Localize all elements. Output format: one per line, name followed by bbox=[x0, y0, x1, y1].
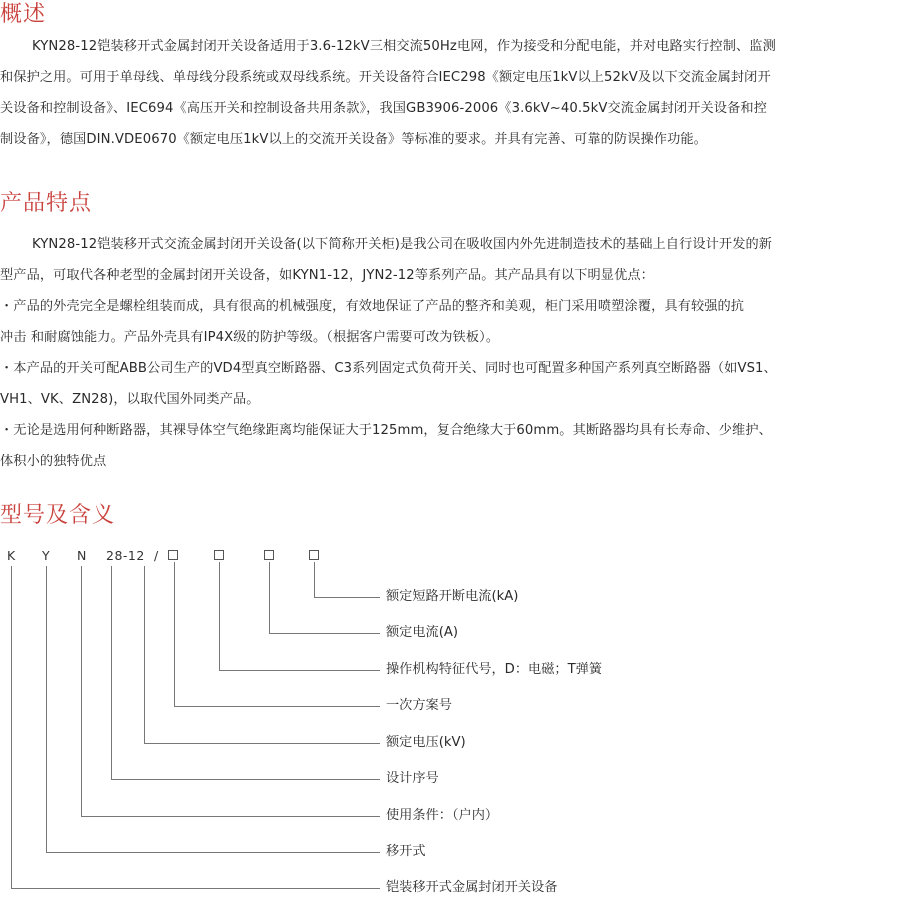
model-code-diagram bbox=[0, 540, 910, 898]
desc-mechanism-code: 操作机构特征代号，D：电磁；T弹簧 bbox=[386, 662, 603, 677]
code-box-1 bbox=[168, 550, 178, 560]
overview-line: 关设备和控制设备》、IEC694《高压开关和控制设备共用条款》，我国GB3906-2006《3.6kV~40.5kV交流金属封闭开关设备和控 bbox=[0, 101, 767, 116]
connector-hline bbox=[269, 633, 380, 634]
desc-breaking-current: 额定短路开断电流(kA) bbox=[386, 589, 519, 604]
overview-paragraph bbox=[0, 31, 910, 155]
connector-vline bbox=[81, 566, 82, 816]
connector-vline bbox=[46, 566, 47, 852]
code-box-4 bbox=[309, 550, 319, 560]
features-line: 体积小的独特优点 bbox=[0, 454, 107, 469]
features-line: 冲击 和耐腐蚀能力。产品外壳具有IP4X级的防护等级。（根据客户需要可改为铁板）。 bbox=[0, 330, 500, 345]
connector-hline bbox=[111, 779, 380, 780]
desc-usage-condition: 使用条件：（户内） bbox=[386, 808, 499, 823]
code-box-3 bbox=[264, 550, 274, 560]
features-line: VH1、VK、ZN28)，以取代国外同类产品。 bbox=[0, 392, 260, 407]
features-paragraph bbox=[0, 229, 910, 477]
desc-armored-switchgear: 铠装移开式金属封闭开关设备 bbox=[386, 880, 558, 895]
code-number: 28-12 bbox=[106, 548, 145, 563]
desc-withdrawable: 移开式 bbox=[386, 844, 426, 859]
features-line: ・本产品的开关可配ABB公司生产的VD4型真空断路器、C3系列固定式负荷开关、同时也可配置多种国产系列真空断路器（如VS1、 bbox=[0, 361, 777, 376]
model-heading: 型号及含义 bbox=[0, 503, 116, 528]
connector-vline bbox=[314, 562, 315, 597]
features-line: ・无论是选用何种断路器，其裸导体空气绝缘距离均能保证大于125mm，复合绝缘大于60mm。其断路器均具有长寿命、少维护、 bbox=[0, 423, 772, 438]
code-slash: / bbox=[154, 548, 159, 563]
connector-vline bbox=[11, 566, 12, 888]
features-line: KYN28-12铠装移开式交流金属封闭开关设备(以下简称开关柜)是我公司在吸收国内外先进制造技术的基础上自行设计开发的新 bbox=[32, 237, 773, 252]
features-heading: 产品特点 bbox=[0, 191, 93, 216]
connector-hline bbox=[174, 706, 380, 707]
overview-heading: 概述 bbox=[0, 2, 47, 27]
connector-vline bbox=[111, 566, 112, 779]
overview-line: 制设备》，德国DIN.VDE0670《额定电压1kV以上的交流开关设备》等标准的要求。并具有完善、可靠的防误操作功能。 bbox=[0, 132, 707, 147]
code-k: K bbox=[7, 548, 16, 563]
connector-hline bbox=[219, 670, 380, 671]
connector-hline bbox=[144, 743, 380, 744]
connector-hline bbox=[314, 597, 380, 598]
connector-hline bbox=[81, 816, 380, 817]
connector-vline bbox=[219, 562, 220, 670]
code-y: Y bbox=[42, 548, 51, 563]
overview-line: 和保护之用。可用于单母线、单母线分段系统或双母线系统。开关设备符合IEC298《额定电压1kV以上52kV及以下交流金属封闭开 bbox=[0, 70, 771, 85]
code-n: N bbox=[77, 548, 87, 563]
overview-line: KYN28-12铠装移开式金属封闭开关设备适用于3.6-12kV三相交流50Hz电网，作为接受和分配电能，并对电路实行控制、监测 bbox=[32, 39, 776, 54]
desc-design-serial: 设计序号 bbox=[386, 771, 439, 786]
desc-rated-current: 额定电流(A) bbox=[386, 625, 459, 640]
connector-vline bbox=[269, 562, 270, 633]
connector-hline bbox=[11, 888, 380, 889]
desc-primary-scheme: 一次方案号 bbox=[386, 698, 452, 713]
code-box-2 bbox=[214, 550, 224, 560]
features-line: 型产品，可取代各种老型的金属封闭开关设备，如KYN1-12，JYN2-12等系列产品。其产品具有以下明显优点： bbox=[0, 268, 654, 283]
features-line: ・产品的外壳完全是螺栓组装而成，具有很高的机械强度，有效地保证了产品的整齐和美观，柜门采用喷塑涂覆，具有较强的抗 bbox=[0, 299, 745, 314]
desc-rated-voltage: 额定电压(kV) bbox=[386, 735, 466, 750]
connector-hline bbox=[46, 852, 380, 853]
connector-vline bbox=[174, 562, 175, 706]
connector-vline bbox=[144, 566, 145, 743]
